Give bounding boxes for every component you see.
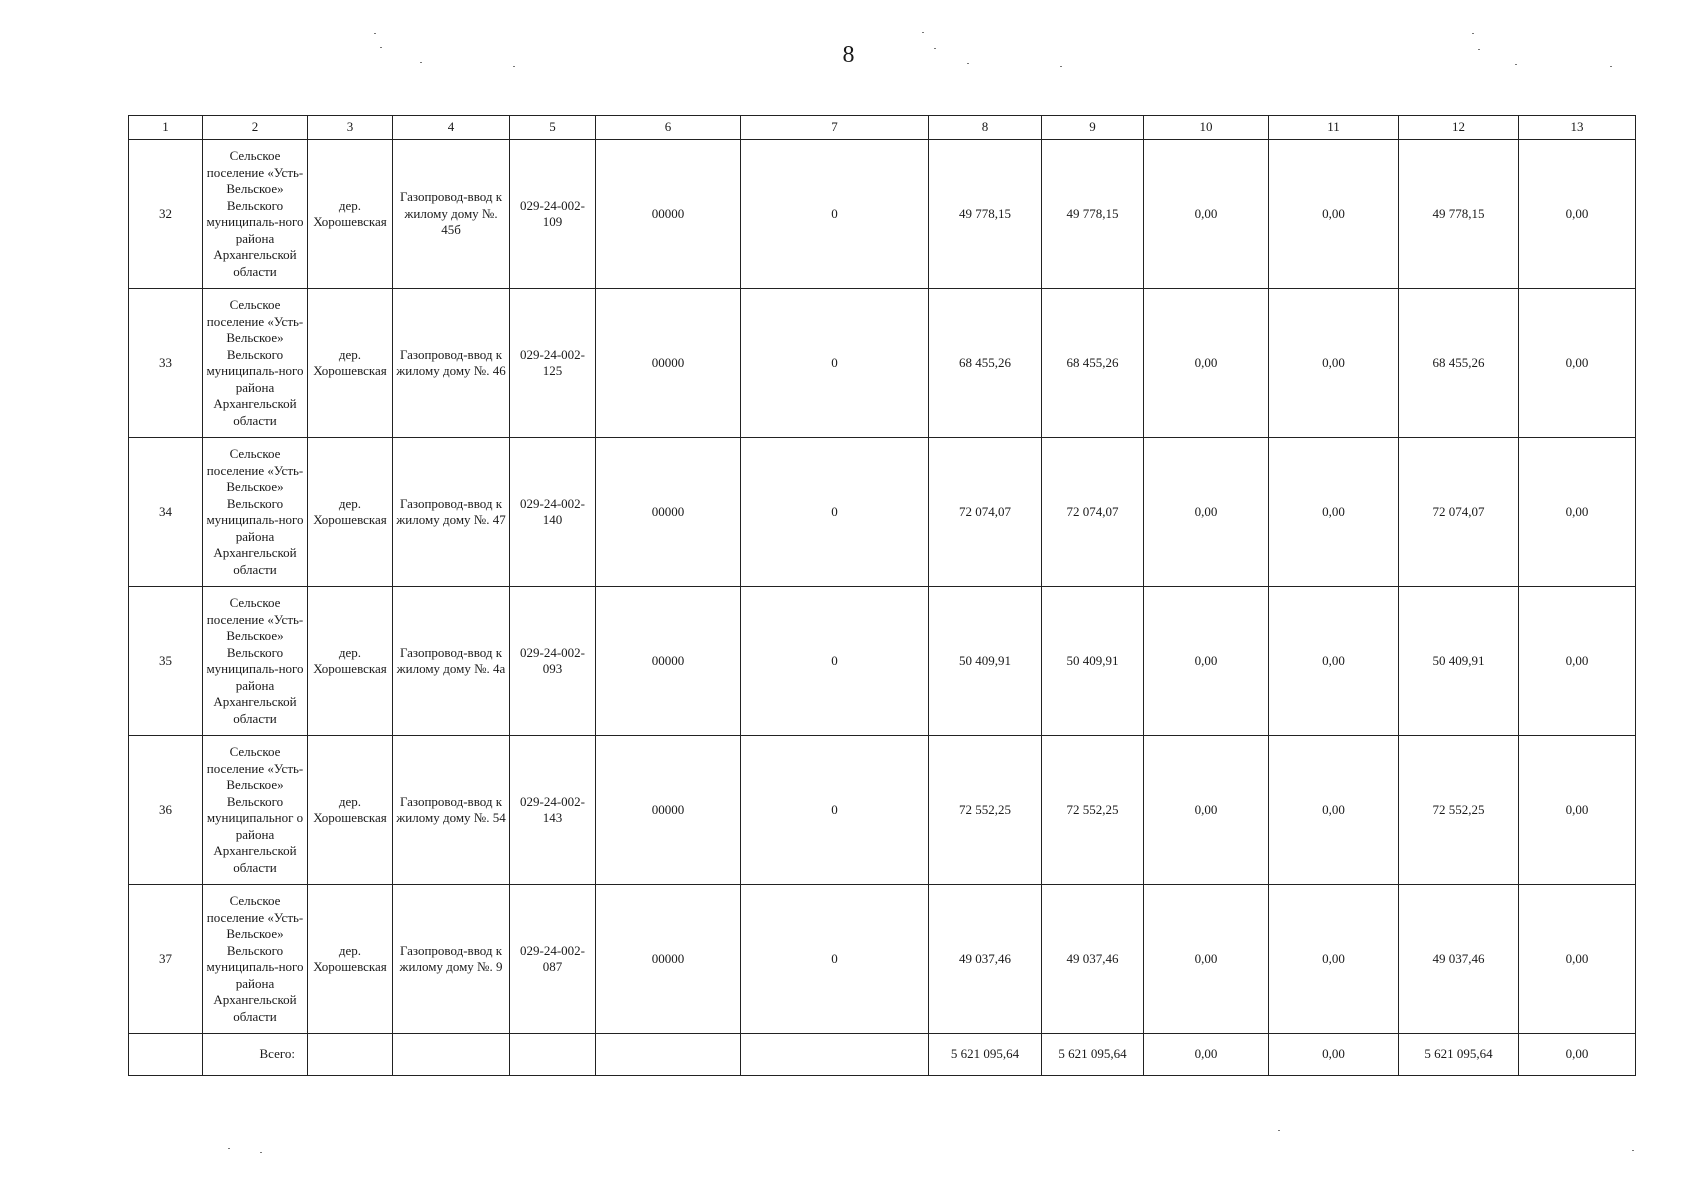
total-blank-cell [393,1034,510,1076]
locality: дер. Хорошевская [308,587,393,736]
total-c11: 0,00 [1269,1034,1399,1076]
c7-value: 0 [741,736,929,885]
c6-value: 00000 [596,438,741,587]
table-row [129,885,1636,1034]
column-number: 5 [510,116,596,140]
object-name: Газопровод-ввод к жилому дому №. 47 [393,438,510,587]
c7-value: 0 [741,885,929,1034]
table-row [129,587,1636,736]
c8-amount: 72 552,25 [929,736,1042,885]
c10-amount: 0,00 [1144,885,1269,1034]
scan-speck [922,32,924,33]
row-number: 32 [129,140,203,289]
c13-amount: 0,00 [1519,438,1636,587]
c6-value: 00000 [596,736,741,885]
total-label: Всего: [203,1034,308,1076]
c10-amount: 0,00 [1144,438,1269,587]
scan-speck [1515,64,1517,65]
c11-amount: 0,00 [1269,438,1399,587]
c7-value: 0 [741,438,929,587]
owner-name: Сельское поселение «Усть-Вельское» Вельского муниципаль-ного района Архангельской области [203,289,308,438]
total-c8: 5 621 095,64 [929,1034,1042,1076]
column-number: 8 [929,116,1042,140]
scan-speck [1478,49,1480,50]
c6-value: 00000 [596,140,741,289]
total-blank-cell [596,1034,741,1076]
total-blank-cell [510,1034,596,1076]
c10-amount: 0,00 [1144,736,1269,885]
c12-amount: 72 552,25 [1399,736,1519,885]
register-table [128,115,1636,1076]
column-number: 7 [741,116,929,140]
c12-amount: 49 037,46 [1399,885,1519,1034]
table-row [129,736,1636,885]
c13-amount: 0,00 [1519,736,1636,885]
c13-amount: 0,00 [1519,289,1636,438]
scan-speck [513,66,515,67]
table-row [129,438,1636,587]
object-name: Газопровод-ввод к жилому дому №. 54 [393,736,510,885]
c8-amount: 49 778,15 [929,140,1042,289]
total-c12: 5 621 095,64 [1399,1034,1519,1076]
owner-name: Сельское поселение «Усть-Вельское» Вельского муниципальног о района Архангельской области [203,736,308,885]
total-row [129,1034,1636,1076]
total-c9: 5 621 095,64 [1042,1034,1144,1076]
table-row [129,289,1636,438]
column-number: 3 [308,116,393,140]
page-number: 8 [842,42,855,68]
object-name: Газопровод-ввод к жилому дому №. 45б [393,140,510,289]
c9-amount: 68 455,26 [1042,289,1144,438]
locality: дер. Хорошевская [308,438,393,587]
c10-amount: 0,00 [1144,289,1269,438]
object-name: Газопровод-ввод к жилому дому №. 4а [393,587,510,736]
scan-speck [1060,66,1062,67]
object-code: 029-24-002-140 [510,438,596,587]
locality: дер. Хорошевская [308,289,393,438]
total-c10: 0,00 [1144,1034,1269,1076]
column-number: 10 [1144,116,1269,140]
c10-amount: 0,00 [1144,587,1269,736]
c6-value: 00000 [596,587,741,736]
object-name: Газопровод-ввод к жилому дому №. 46 [393,289,510,438]
c8-amount: 50 409,91 [929,587,1042,736]
c11-amount: 0,00 [1269,885,1399,1034]
scan-speck [934,48,936,49]
c7-value: 0 [741,587,929,736]
c11-amount: 0,00 [1269,140,1399,289]
c6-value: 00000 [596,885,741,1034]
scan-speck [228,1148,230,1149]
column-number: 13 [1519,116,1636,140]
c7-value: 0 [741,289,929,438]
row-number: 34 [129,438,203,587]
c9-amount: 72 552,25 [1042,736,1144,885]
owner-name: Сельское поселение «Усть-Вельское» Вельского муниципаль-ного района Архангельской области [203,438,308,587]
row-number: 33 [129,289,203,438]
c13-amount: 0,00 [1519,140,1636,289]
c6-value: 00000 [596,289,741,438]
c12-amount: 49 778,15 [1399,140,1519,289]
column-number: 11 [1269,116,1399,140]
locality: дер. Хорошевская [308,736,393,885]
row-number: 36 [129,736,203,885]
object-name: Газопровод-ввод к жилому дому №. 9 [393,885,510,1034]
owner-name: Сельское поселение «Усть-Вельское» Вельского муниципаль-ного района Архангельской области [203,587,308,736]
c7-value: 0 [741,140,929,289]
c11-amount: 0,00 [1269,736,1399,885]
object-code: 029-24-002-093 [510,587,596,736]
object-code: 029-24-002-143 [510,736,596,885]
c12-amount: 68 455,26 [1399,289,1519,438]
c8-amount: 68 455,26 [929,289,1042,438]
locality: дер. Хорошевская [308,140,393,289]
total-blank-cell [741,1034,929,1076]
total-blank-cell [308,1034,393,1076]
c13-amount: 0,00 [1519,587,1636,736]
c9-amount: 49 037,46 [1042,885,1144,1034]
scan-speck [1610,66,1612,67]
scan-speck [1278,1130,1280,1131]
column-number: 1 [129,116,203,140]
scan-speck [260,1152,262,1153]
owner-name: Сельское поселение «Усть-Вельское» Вельского муниципаль-ного района Архангельской области [203,140,308,289]
total-c13: 0,00 [1519,1034,1636,1076]
column-number: 6 [596,116,741,140]
row-number: 35 [129,587,203,736]
column-number: 4 [393,116,510,140]
total-blank-cell [129,1034,203,1076]
scan-speck [374,33,376,34]
c13-amount: 0,00 [1519,885,1636,1034]
c12-amount: 72 074,07 [1399,438,1519,587]
c12-amount: 50 409,91 [1399,587,1519,736]
row-number: 37 [129,885,203,1034]
c11-amount: 0,00 [1269,587,1399,736]
locality: дер. Хорошевская [308,885,393,1034]
scan-speck [420,62,422,63]
scan-speck [380,47,382,48]
table-row [129,140,1636,289]
c11-amount: 0,00 [1269,289,1399,438]
object-code: 029-24-002-087 [510,885,596,1034]
owner-name: Сельское поселение «Усть-Вельское» Вельского муниципаль-ного района Архангельской области [203,885,308,1034]
column-number: 9 [1042,116,1144,140]
column-number: 2 [203,116,308,140]
scan-speck [1472,33,1474,34]
c9-amount: 49 778,15 [1042,140,1144,289]
object-code: 029-24-002-125 [510,289,596,438]
c8-amount: 72 074,07 [929,438,1042,587]
column-number: 12 [1399,116,1519,140]
c9-amount: 72 074,07 [1042,438,1144,587]
c10-amount: 0,00 [1144,140,1269,289]
column-number-row [129,116,1636,140]
c8-amount: 49 037,46 [929,885,1042,1034]
scan-speck [1632,1150,1634,1151]
scan-speck [967,63,969,64]
c9-amount: 50 409,91 [1042,587,1144,736]
object-code: 029-24-002-109 [510,140,596,289]
